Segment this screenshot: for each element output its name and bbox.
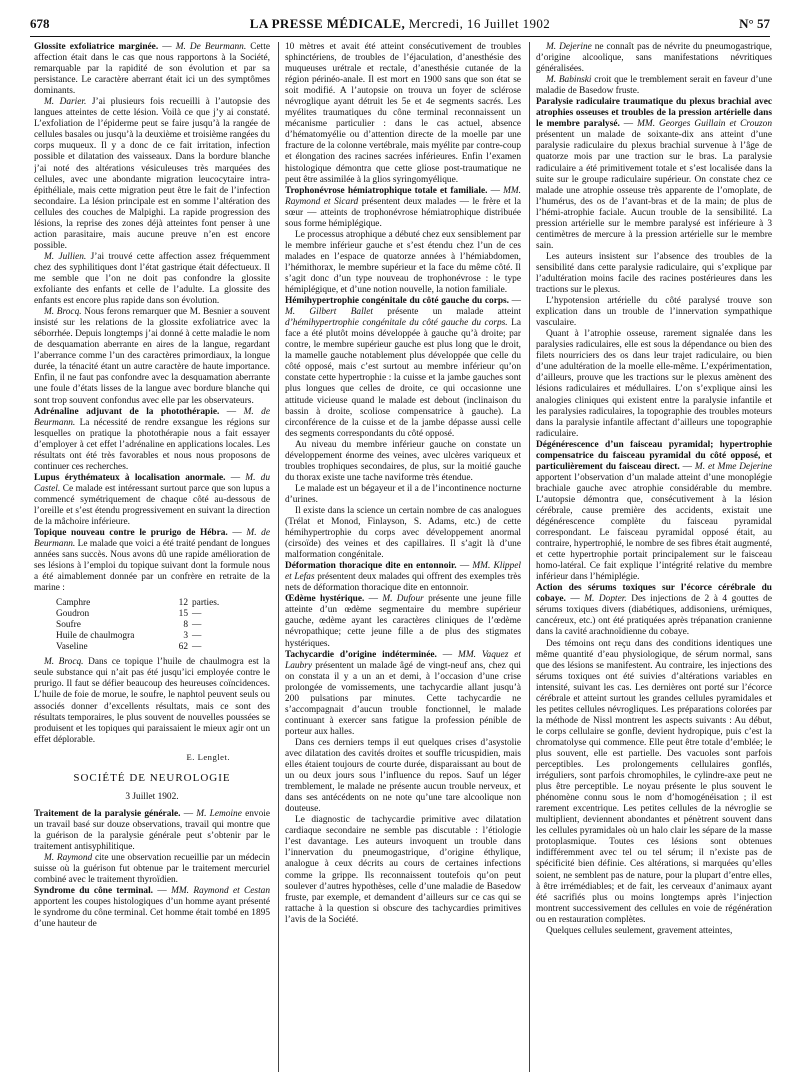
paragraph-italic: d’hémihypertrophie congénitale du côté gauche du corps. — [285, 318, 508, 329]
paragraph-text: J’ai plusieurs fois recueilli à l’autopsie des langues atteintes de cette lésion. Voilà ce que j’y ai constaté. L’exfoliation de l’épiderme peut se faire jusqu’à la rangée de cellules basales ou jusqu’à la deuxième et troisième rangées du corps muqueux. Il y a donc de ce fait irritation, infection possible et dilatation des vaisseaux. Dans la bordure blanche j’ai noté des altérations vésiculeuses très marquées des cellules, avec une abondante migration leucocytaire intra-épithéliale, mais cette migration peut être le fait de l’infection secondaire. La lésion principale est en somme l’altération des cellules des couches de Malpighi. La rapide progression des lésions, la reprise des zones déjà atteintes font penser à une action parasitaire, mais aucune preuve n’en est encore possible. — [34, 97, 270, 251]
article-title: Syndrome du cône terminal. — [34, 886, 154, 897]
author: M. Gilbert Ballet — [285, 307, 374, 318]
issue-date: Mercredi, 16 Juillet 1902 — [408, 16, 551, 31]
paragraph-text: apportent les coupes histologiques d’un homme ayant présenté le syndrome du cône terminal. Cet homme était tombé en 1895 d’une hauteur de — [34, 897, 270, 930]
author: M. Babinski — [546, 75, 592, 86]
article-paragraph — [536, 75, 772, 97]
paragraph-text: présentent deux malades — le frère et la sœur — atteints de trophonévrose hémiatrophique distribuée sous forme hémiplégique. — [285, 196, 521, 229]
paragraph-text: croit que le tremblement serait en faveur d’une maladie de Basedow fruste. — [536, 75, 772, 97]
column-rule — [278, 42, 279, 1072]
article-paragraph: Dans ces derniers temps il eut quelques crises d’asystolie avec dilatation des cavités droites et souffle tricuspidien, mais elles étaient toujours de courte durée, disparaissant au bout de un ou deux jours sous l’influence du repos. Sauf un léger tremblement, le malade ne présente aucun trouble nerveux, et dans ses antécédents on ne note qu’une tare alcoolique non douteuse. — [285, 737, 521, 815]
article-title: Dégénérescence d’un faisceau pyramidal; hypertrophie compensatrice du faisceau pyramidal du côté opposé, et particulièrement du faisceau direct. — [536, 439, 772, 472]
author: MM. Raymond et Sicard — [285, 185, 521, 207]
article-title: Trophonévrose hémiatrophique totale et familiale. — [285, 185, 488, 196]
running-title — [30, 16, 770, 32]
unit: — — [192, 620, 202, 631]
article-title: Lupus érythémateux à localisation anormale. — [34, 472, 226, 483]
unit: — — [192, 609, 202, 620]
quantity: 15 — [178, 609, 188, 620]
article-paragraph: Quelques cellules seulement, gravement atteintes, — [546, 925, 733, 936]
paragraph-text: ne connaît pas de névrite du pneumogastrique, d’origine alcoolique, sans manifestations névritiques généralisées. — [536, 42, 772, 75]
article-title: Tachycardie d’origine indéterminée. — [285, 649, 437, 660]
paragraph-text: Le malade que voici a été traité pendant de longues années sans succès. Nous avons dû une rapide amélioration de ses lésions à l’emploi du topique suivant dont la formule nous a été aimablement donnée par un confrère en retraite de la marine : — [34, 539, 270, 594]
unit: — — [192, 642, 202, 653]
paragraph-text: présente un malade atteint — [373, 307, 521, 318]
paragraph-text: Ce malade est intéressant surtout parce que son lupus a commencé symétriquement de chaque côté au-dessous de l’oreille et s’est étendu progressivement en suivant la direction de la mâchoire inférieure. — [34, 483, 270, 528]
author: M. Dopter. — [584, 594, 627, 605]
unit: — — [192, 631, 202, 642]
page-number: 678 — [30, 16, 50, 31]
article-paragraph — [34, 252, 270, 307]
section-date: 3 Juillet 1902. — [125, 791, 179, 802]
paragraph-text: présente une jeune fille atteinte d’un œdème segmentaire du membre supérieur gauche, œdème ayant les caractères cliniques de l’œdème névropathique; cette jeune fille a de plus des stigmates hystériques. — [285, 594, 521, 649]
quantity: 12 — [178, 598, 188, 609]
issue-number: N° 57 — [739, 16, 770, 31]
article-paragraph: 10 mètres et avait été atteint consécutivement de troubles sphinctériens, de troubles de l’éjaculation, d’anesthésie des muqueuses urétrale et rectale, d’anesthésie cutanée de la région périnéo-anale. Il est mort en 1900 sans que son état se soit modifié. A l’autopsie on trouva un foyer de sclérose névroglique ayant détruit les 5e et 4e segments sacrés. Les myélites traumatiques du cône terminal reconnaissent un mécanisme particulier : dans le cas actuel, absence d’hématomyélie ou d’attention directe de la moelle par une fracture de la colonne vertébrale, mais myélite par contre-coup et élongation des racines sacrées inférieures. Enfin l’examen histologique démontra que cette gliose post-traumatique ne peut être assimilée à la glios syringomyélique. — [285, 42, 521, 185]
signature: E. Lenglet. — [186, 751, 230, 762]
author: M. Jullien. — [44, 251, 87, 262]
author: MM. Raymond et Cestan — [171, 886, 270, 897]
paragraph-text: présentent un malade de soixante-dix ans atteint d’une paralysie radiculaire du plexus brachial survenue à l’âge de quatorze mois par une traction sur le bras. La paralysie radiculaire a été primitivement totale et s’est localisée dans la suite sur le groupe radiculaire supérieur. On constate chez ce malade une atrophie osseuse très apparente de l’omoplate, de l’humérus, des os de l’avant-bras et de la main; de plus de l’hémi-atrophie faciale. Aucun trouble de la sensibilité. La pression artérielle sur le membre paralysé est inférieure à 3 centimètres de mercure à la pression artérielle sur le membre sain. — [536, 130, 772, 251]
author: M. Raymond — [44, 853, 93, 864]
article-paragraph: Quant à l’atrophie osseuse, rarement signalée dans les paralysies radiculaires, elle est sous la dépendance ou bien des filets nourriciers des os dans leur trajet radiculaire, ou bien d’une adultération de la moelle elle-même. L’expérimentation, d’ailleurs, prouve que les tractions sur le plexus amènent des lésions radiculaires et médullaires. L’on s’explique ainsi les analogies cliniques qui existent entre la paralysie infantile et les paralysies radiculaires, la topographie des troubles moteurs dans la paralysie infantile affectant d’ailleurs une topographie radiculaire. — [536, 329, 772, 439]
author: MM. Klippel et Lefas — [285, 561, 521, 583]
paragraph-text: Des injections de 2 à 4 gouttes de sérums toxiques divers (diabétiques, addisoniens, urémiques, cancéreux, etc.) ont été pratiquées après trépanation cranienne dans la cavité arachnoïdienne du cobaye. — [536, 594, 772, 638]
article-paragraph — [536, 42, 772, 75]
paragraph-text: La nécessité de rendre exsangue les régions sur lesquelles on pratique la photothérapie nous a fait essayer d’employer à cet effet l’adrénaline en applications locales. Les résultats ont été très favorables et nous nous proposons de continuer ces recherches. — [34, 417, 270, 472]
article-title: Paralysie radiculaire traumatique du plexus brachial avec atrophies osseuses et troubles de la pression artérielle dans le membre paralysé. — [536, 97, 772, 130]
quantity: 8 — [183, 620, 188, 631]
author: M. De Beurmann. — [175, 42, 247, 52]
article-paragraph: L’hypotension artérielle du côté paralysé trouve son explication dans un trouble de l’innervation sympathique vasculaire. — [536, 296, 772, 329]
paragraph-text: La face a été plutôt moins développée à gauche qu’à droite; par contre, le membre supérieur gauche est plus long que le droit, la mamelle gauche notablement plus développée que celle du côté opposé, mais c’est surtout au membre inférieur qu’on constate cette hypertrophie : la cuisse et la jambe gauches sont plus longues que celles de droite, ce qui occasionne une attitude vicieuse quand le malade est debout (inclinaison du bassin à droite, scoliose compensatrice à gauche). La circonférence de la cuisse et de la jambe dépasse aussi celle des segments correspondants du côté opposé. — [285, 318, 521, 439]
unit: parties. — [192, 598, 220, 609]
paragraph-text: envoie un travail basé sur douze observations, travail qui montre que la guérison de la paralysie générale peut s’obtenir par le traitement antisyphilitique. — [34, 808, 270, 852]
author: M. Lemoine — [196, 808, 242, 819]
column-1: Glossite exfoliatrice marginée. — M. De Beurmann. Cette affection était dans le cas que nous rapportons à la Société, remarquable par la rapidité de son évolution et par sa persistance. Le caractère aberrant était ici un des symptômes dominants. M. Darier. J’ai plusieurs fois recueilli à l’autopsie des langues atteintes de cette lésion. Voilà ce que j’y ai constaté. L’exfoliation de l’épiderme peut se faire jusqu’à la rangée de cellules basales ou jusqu’à la deuxième et troisième rangées du corps muqueux. Il y a donc de ce fait irritation, infection possible et dilatation des vaisseaux. Dans la bordure blanche j’ai noté des altérations vésiculeuses très marquées des cellules, avec une abondante migration leucocytaire intra-épithéliale, mais cette migration peut être le fait de l’infection secondaire. La lésion principale est en somme l’altération des cellules des couches de Malpighi. La rapide progression des lésions, la reprise des zones déjà atteintes font penser à une action parasitaire, mais aucune preuve n’en est encore possible. M. Jullien. J’ai trouvé cette affection assez fréquemment chez des syphilitiques dont l’état gastrique était défectueux. Il me semble que l’on ne doit pas confondre la glossite exfoliante des enfants et celle de l’adulte. La glossite des enfants est encore plus rapide dans son évolution. M. Brocq. Nous ferons remarquer que M. Besnier a souvent insisté sur les relations de la glossite exfoliatrice avec la séborrhée. Depuis longtemps j’ai donné à cette maladie le nom de desquamation aberrante en aires de la langue, regardant l’aberrance comme l’un des caractères primordiaux, la longue durée, la ténacité étant un autre caractère de haute importance. Enfin, il ne faut pas confondre avec la desquamation aberrante une foule d’états lisses de la langue avec bordure blanche qui sont trop souvent confondus avec elle par les observateurs. Adrénaline adjuvant de la photothérapie. — M. de Beurmann. La nécessité de rendre exsangue les régions sur lesquelles on pratique la photothérapie nous a fait essayer d’employer à cet effet l’adrénaline en applications locales. Les résultats ont été très favorables et nous nous proposons de continuer ces recherches. Lupus érythémateux à localisation anormale. — M. du Castel. Ce malade est intéressant surtout parce que son lupus a commencé symétriquement de chaque côté au-dessous de l’oreille et s’est étendu progressivement en suivant la direction de la mâchoire inférieure. Topique nouveau contre le prurigo de Hébra. — M. de Beurmann. Le malade que voici a été traité pendant de longues années sans succès. Nous avons dû une rapide amélioration de ses lésions à l’emploi du topique suivant dont la formule nous a été aimablement donnée par un confrère en retraite de la marine : Camphre 12 parties. Goudron 15 — Soufre 8 — Huile de chaulmogra 3 — Vaseline 62 — M. Brocq. Dans ce topique l’huile de chaulmogra est la seule substance qui n’ait pas été jusqu’ici employée contre le prurigo. Il faut se défier beaucoup des heureuses coïncidences. L’huile de foie de morue, le soufre, le naphtol peuvent seuls ou associés donner d’excellents résultats, mais ce sont des résultats temporaires, le plus souvent de nouvelles poussées se produisent et les topiques qui paraissaient le mieux agir ont un effet déplorable. E. Lenglet. SOCIÉTÉ DE NEUROLOGIE 3 Juillet 1902. Traitement de la paralysie générale. — M. Lemoine envoie un travail basé sur douze observations, travail qui montre que la guérison de la paralysie générale peut s’obtenir par le traitement antisyphilitique. M. Raymond cite une observation recueillie par un médecin suisse où la guérison fut obtenue par le traitement mercuriel combiné avec le traitement thyroïdien. Syndrome du cône terminal. — MM. Raymond et Cestan apportent les coupes histologiques d’un homme ayant présenté le syndrome du cône terminal. Cet homme était tombé en 1895 d’une hauteur de — [34, 42, 270, 930]
ingredient: Goudron — [56, 609, 90, 620]
article-paragraph: Il existe dans la science un certain nombre de cas analogues (Trélat et Monod, Finlayson, S. Adams, etc.) de cette hémihypertrophie du corps avec développement anormal (cirsoïde) des veines et des capillaires. Il s’agit là d’une malformation congénitale. — [285, 505, 521, 561]
article-title: Déformation thoracique dite en entonnoir. — [285, 561, 457, 572]
quantity: 3 — [183, 631, 188, 642]
paragraph-text: Nous ferons remarquer que M. Besnier a souvent insisté sur les relations de la glossite exfoliatrice avec la séborrhée. Depuis longtemps j’ai donné à cette maladie le nom de desquamation aberrante en aires de la langue, regardant l’aberrance comme l’un des caractères primordiaux, la longue durée, la ténacité étant un autre caractère de haute importance. Enfin, il ne faut pas confondre avec la desquamation aberrante une foule d’états lisses de la langue avec bordure blanche qui sont trop souvent confondus avec elle par les observateurs. — [34, 307, 270, 406]
author: M. du Castel. — [34, 472, 270, 494]
article-title: Traitement de la paralysie générale. — [34, 808, 181, 819]
author: M. et Mme Dejerine — [694, 461, 772, 472]
article-title: Adrénaline adjuvant de la photothérapie. — [34, 406, 220, 417]
journal-title: LA PRESSE MÉDICALE, — [249, 16, 406, 31]
article-paragraph: Des témoins ont reçu dans des conditions identiques une même quantité d’eau physiologique, de sérum normal, sans que des lésions se manifestent. Au contraire, les injections des sérums toxiques ont été suivies d’altérations variables en intensité, suivant les cas. Les dernières ont porté sur l’écorce cérébrale et atteint surtout les grandes cellules pyramidales et les petites cellules névrogliques. Les préparations colorées par la méthode de Nissl montrent les aspects suivants : Au début, le corps cellulaire se gonfle, devient hydropique, puis c’est la chromatolyse qui commence. Elle peut être totale d’emblée; le plus souvent, elle est partielle. Des vacuoles sont parfois perceptibles. Les prolongements cellulaires gonflés, irréguliers, sont parfois chromophiles, le cylindre-axe peut ne plus être perceptible. Le noyau présente le plus souvent le phénomène connu sous le nom d’homogénéisation ; il est rarement excentrique. Les petites cellules de la névroglie se multiplient, deviennent abondantes et pénètrent souvent dans les cellules pyramidales où un halo clair les sépare de la masse protoplasmique. Toutes ces lésions sont obtenues indifféremment avec tel ou tel sérum; il n’existe pas de spécificité bien définie. Ces altérations, si marquées qu’elles soient, ne semblent pas de nature, pour la plupart d’entre elles, à être irrémédiables; et de fait, les cerveaux d’animaux ayant été sacrifiés plus ou moins longtemps après l’injection montrent successivement des cellules en voie de régénération ou en restauration complètes. — [536, 638, 772, 925]
author: M. Brocq. — [44, 307, 82, 318]
formula-row — [56, 642, 219, 653]
section-title: SOCIÉTÉ DE NEUROLOGIE — [73, 771, 231, 784]
ingredient: Soufre — [56, 620, 81, 631]
author: M. Dejerine — [546, 42, 592, 52]
article-paragraph: Les auteurs insistent sur l’absence des troubles de la sensibilité dans cette paralysie radiculaire, qui s’explique par l’adultération moins facile des racines postérieures dans les tractions sur le plexus. — [536, 251, 772, 296]
formula-row — [56, 598, 219, 609]
article-paragraph — [34, 307, 270, 406]
author: MM. Georges Guillain et Crouzon — [637, 119, 772, 130]
formula-row — [56, 609, 219, 620]
paragraph-text: J’ai trouvé cette affection assez fréquemment chez des syphilitiques dont l’état gastrique était défectueux. Il me semble que l’on ne doit pas confondre la glossite exfoliante des enfants et celle de l’adulte. La glossite des enfants est encore plus rapide dans son évolution. — [34, 251, 270, 307]
ingredient: Huile de chaulmogra — [56, 631, 135, 642]
author: M. de Beurmann. — [34, 406, 270, 428]
formula-row — [56, 631, 219, 642]
column-2: 10 mètres et avait été atteint consécutivement de troubles sphinctériens, de troubles de l’éjaculation, d’anesthésie des muqueuses urétrale et rectale, d’anesthésie cutanée de la région périnéo-anale. Il est mort en 1900 sans que son état se soit modifié. A l’autopsie on trouva un foyer de sclérose névroglique ayant détruit les 5e et 4e segments sacrés. Les myélites traumatiques du cône terminal reconnaissent un mécanisme particulier : dans le cas actuel, absence d’hématomyélie ou d’attention directe de la moelle par une fracture de la colonne vertébrale, mais myélite par contre-coup et élongation des racines sacrées inférieures. Enfin l’examen histologique démontra que cette gliose post-traumatique ne peut être assimilée à la glios syringomyélique. Trophonévrose hémiatrophique totale et familiale. — MM. Raymond et Sicard présentent deux malades — le frère et la sœur — atteints de trophonévrose hémiatrophique distribuée sous forme hémiplégique. Le processus atrophique a débuté chez eux sensiblement par le membre inférieur gauche et s’est étendu chez l’un de ces malades en l’espace de quatorze années à l’hémiabdomen, l’hémithorax, le membre supérieur et la face du même côté. Il s’agit donc d’un type nouveau de trophonévrose : le type hémiplégique, et d’une notion nouvelle, la notion familiale. Hémihypertrophie congénitale du côté gauche du corps. — M. Gilbert Ballet présente un malade atteint d’hémihypertrophie congénitale du côté gauche du corps. La face a été plutôt moins développée à gauche qu’à droite; par contre, le membre supérieur gauche est plus long que le droit, la mamelle gauche notablement plus développée que celle du côté opposé, mais c’est surtout au membre inférieur qu’on constate cette hypertrophie : la cuisse et la jambe gauches sont plus longues que celles de droite, ce qui occasionne une attitude vicieuse quand le malade est debout (inclinaison du bassin à droite, scoliose compensatrice à gauche). La circonférence de la cuisse et de la jambe dépasse aussi celle des segments correspondants du côté opposé. Au niveau du membre inférieur gauche on constate un développement énorme des veines, avec ulcères variqueux et troubles trophiques secondaires, de plus, sur la moitié gauche du thorax existe une tache naviforme très étendue. Le malade est un bégayeur et il a de l’incontinence nocturne d’urines. Il existe dans la science un certain nombre de cas analogues (Trélat et Monod, Finlayson, S. Adams, etc.) de cette hémihypertrophie du corps avec développement anormal (cirsoïde) des veines et des capillaires. Il s’agit là d’une malformation congénitale. Déformation thoracique dite en entonnoir. — MM. Klippel et Lefas présentent deux malades qui offrent des exemples très nets de déformation thoracique dite en entonnoir. Œdème hystérique. — M. Dufour présente une jeune fille atteinte d’un œdème segmentaire du membre supérieur gauche, œdème ayant les caractères cliniques de l’œdème névropathique; cette jeune fille a de plus des stigmates hystériques. Tachycardie d’origine indéterminée. — MM. Vaquez et Laubry présentent un malade âgé de vingt-neuf ans, chez qui on constata il y a un an et demi, à l’occasion d’une crise prolongée de vomissements, une tachycardie allant jusqu’à 200 pulsations par minutes. Cette tachycardie ne s’accompagnait d’aucun trouble fonctionnel, le malade continuant à exercer sans fatigue la profession pénible de porteur aux halles. Dans ces derniers temps il eut quelques crises d’asystolie avec dilatation des cavités droites et souffle tricuspidien, mais elles étaient toujours de courte durée, disparaissant au bout de un ou deux jours sous l’influence du repos. Sauf un léger tremblement, le malade ne présente aucun trouble nerveux, et dans ses antécédents on ne note qu’une tare alcoolique non douteuse. Le diagnostic de tachycardie primitive avec dilatation cardiaque secondaire ne semble pas discutable : l’étiologie l’est davantage. Les auteurs invoquent un trouble dans l’innervation du pneumogastrique, d’origine éthylique, analogue à ceux décrits au cours de certaines infections comme la grippe. Ils reconnaissent toutefois qu’on peut soulever d’autres hypothèses, celle d’une maladie de Basedow fruste, par exemple, et demandent d’ailleurs sur ce cas qui se rattache à la question si obscure des tachycardies primitives l’avis de la Société. — [285, 42, 521, 925]
formula-row — [56, 620, 219, 631]
paragraph-text: Dans ce topique l’huile de chaulmogra est la seule substance qui n’ait pas été jusqu’ici employée contre le prurigo. Il faut se défier beaucoup des heureuses coïncidences. L’huile de foie de morue, le soufre, le naphtol peuvent seuls ou associés donner d’excellents résultats, mais ce sont des résultats temporaires, le plus souvent de nouvelles poussées se produisent et les topiques qui paraissaient le mieux agir ont un effet déplorable. — [34, 657, 270, 745]
article-title: Topique nouveau contre le prurigo de Hébra. — [34, 528, 228, 539]
article-paragraph: Au niveau du membre inférieur gauche on constate un développement énorme des veines, avec ulcères variqueux et troubles trophiques secondaires, de plus, sur la moitié gauche du thorax existe une tache naviforme très étendue. — [285, 439, 521, 483]
page-header — [30, 14, 770, 37]
article-title: Glossite exfoliatrice marginée. — [34, 42, 159, 52]
paragraph-text: cite une observation recueillie par un médecin suisse où la guérison fut obtenue par le traitement mercuriel combiné avec le traitement thyroïdien. — [34, 853, 270, 886]
paragraph-text: présentent un malade âgé de vingt-neuf ans, chez qui on constata il y a un an et demi, à l’occasion d’une crise prolongée de vomissements, une tachycardie allant jusqu’à 200 pulsations par minutes. Cette tachycardie ne s’accompagnait d’aucun trouble fonctionnel, le malade continuant à exercer sans fatigue la profession pénible de porteur aux halles. — [285, 660, 521, 737]
article-title: Hémihypertrophie congénitale du côté gauche du corps. — [285, 296, 510, 307]
article-title: Action des sérums toxiques sur l’écorce cérébrale du cobaye. — [536, 583, 772, 605]
ingredient: Vaseline — [56, 642, 88, 653]
ingredient: Camphre — [56, 598, 91, 609]
column-rule — [529, 42, 530, 1072]
author: M. Darier. — [44, 97, 87, 108]
article-paragraph — [34, 97, 270, 252]
column-3: M. Dejerine ne connaît pas de névrite du pneumogastrique, d’origine alcoolique, sans manifestations névritiques généralisées. M. Babinski croit que le tremblement serait en faveur d’une maladie de Basedow fruste. Paralysie radiculaire traumatique du plexus brachial avec atrophies osseuses et troubles de la pression artérielle dans le membre paralysé. — MM. Georges Guillain et Crouzon présentent un malade de soixante-dix ans atteint d’une paralysie radiculaire du plexus brachial survenue à l’âge de quatorze mois par une traction sur le bras. La paralysie radiculaire a été primitivement totale et s’est localisée dans la suite sur le groupe radiculaire supérieur. On constate chez ce malade une atrophie osseuse très apparente de l’omoplate, de l’humérus, des os de l’avant-bras et de la main; de plus de l’hémi-atrophie faciale. Aucun trouble de la sensibilité. La pression artérielle sur le membre paralysé est inférieure à 3 centimètres de mercure à la pression artérielle sur le membre sain. Les auteurs insistent sur l’absence des troubles de la sensibilité dans cette paralysie radiculaire, qui s’explique par l’adultération moins facile des racines postérieures dans les tractions sur le plexus. L’hypotension artérielle du côté paralysé trouve son explication dans un trouble de l’innervation sympathique vasculaire. Quant à l’atrophie osseuse, rarement signalée dans les paralysies radiculaires, elle est sous la dépendance ou bien des filets nourriciers des os dans leur trajet radiculaire, ou bien d’une adultération de la moelle elle-même. L’expérimentation, d’ailleurs, prouve que les tractions sur le plexus amènent des lésions radiculaires et médullaires. L’on s’explique ainsi les analogies cliniques qui existent entre la paralysie infantile et les paralysies radiculaires, la topographie des troubles moteurs dans la paralysie infantile affectant d’ailleurs une topographie radiculaire. Dégénérescence d’un faisceau pyramidal; hypertrophie compensatrice du faisceau pyramidal du côté opposé, et particulièrement du faisceau direct. — M. et Mme Dejerine apportent l’observation d’un malade atteint d’une monoplégie brachiale gauche avec atrophie considérable du membre. L’autopsie démontra que, consécutivement à la lésion cérébrale, cause première des accidents, existait une dégénérescence complète du faisceau pyramidal correspondant. Le faisceau pyramidal opposé était, au contraire, hypertrophié, le nombre de ses fibres était augmenté, et cette hypertrophie portait principalement sur le faisceau homo-latéral. Ce fait explique l’intégrité relative du membre inférieur dans l’hémiplégie. Action des sérums toxiques sur l’écorce cérébrale du cobaye. — M. Dopter. Des injections de 2 à 4 gouttes de sérums toxiques divers (diabétiques, addisoniens, urémiques, cancéreux, etc.) ont été pratiquées après trépanation cranienne dans la cavité arachnoïdienne du cobaye. Des témoins ont reçu dans des conditions identiques une même quantité d’eau physiologique, de sérum normal, sans que des lésions se manifestent. Au contraire, les injections des sérums toxiques ont été suivies d’altérations variables en intensité, suivant les cas. Les dernières ont porté sur l’écorce cérébrale et atteint surtout les grandes cellules pyramidales et les petites cellules névrogliques. Les préparations colorées par la méthode de Nissl montrent les aspects suivants : Au début, le corps cellulaire se gonfle, devient hydropique, puis c’est la chromatolyse qui commence. Elle peut être totale d’emblée; le plus souvent, elle est partielle. Des vacuoles sont parfois perceptibles. Les prolongements cellulaires gonflés, irréguliers, sont parfois chromophiles, le cylindre-axe peut ne plus être perceptible. Le noyau présente le plus souvent le phénomène connu sous le nom d’homogénéisation ; il est rarement excentrique. Les petites cellules de la névroglie se multiplient, deviennent abondantes et pénètrent souvent dans les cellules pyramidales où un halo clair les sépare de la masse protoplasmique. Toutes ces lésions sont obtenues indifféremment avec tel ou tel sérum; il n’existe pas de spécificité bien définie. Ces altérations, si marquées qu’elles soient, ne semblent pas de nature, pour la plupart d’entre elles, à être irrémédiables; et de fait, les cerveaux d’animaux ayant été sacrifiés plus ou moins longtemps après l’injection montrent successivement des cellules en voie de régénération ou en restauration complètes. Quelques cellules seulement, gravement atteintes, — [536, 42, 772, 936]
article-title: Œdème hystérique. — [285, 594, 365, 605]
article-paragraph: Le malade est un bégayeur et il a de l’incontinence nocturne d’urines. — [285, 483, 521, 505]
author: M. Dufour — [382, 594, 424, 605]
author: M. Brocq. — [44, 657, 84, 668]
author: MM. Vaquez et Laubry — [285, 649, 521, 671]
article-paragraph: Le diagnostic de tachycardie primitive avec dilatation cardiaque secondaire ne semble pas discutable : l’étiologie l’est davantage. Les auteurs invoquent un trouble dans l’innervation du pneumogastrique, d’origine éthylique, analogue à ceux décrits au cours de certaines infections comme la grippe. Ils reconnaissent toutefois qu’on peut soulever d’autres hypothèses, celle d’une maladie de Basedow fruste, par exemple, et demandent d’ailleurs sur ce cas qui se rattache à la question si obscure des tachycardies primitives l’avis de la Société. — [285, 815, 521, 925]
paragraph-text: apportent l’observation d’un malade atteint d’une monoplégie brachiale gauche avec atrophie considérable du membre. L’autopsie démontra que, consécutivement à la lésion cérébrale, cause première des accidents, existait une dégénérescence complète du faisceau pyramidal correspondant. Le faisceau pyramidal opposé était, au contraire, hypertrophié, le nombre de ses fibres était augmenté, et cette hypertrophie portait principalement sur le faisceau homo-latéral. Ce fait explique l’intégrité relative du membre inférieur dans l’hémiplégie. — [536, 472, 772, 583]
quantity: 62 — [178, 642, 188, 653]
paragraph-text: présentent deux malades qui offrent des exemples très nets de déformation thoracique dite en entonnoir. — [285, 572, 521, 594]
author: M. de Beurmann. — [34, 528, 270, 550]
formula-table — [56, 598, 219, 653]
paragraph-text: Cette affection était dans le cas que nous rapportons à la Société, remarquable par la rapidité de son évolution et par sa persistance. Le caractère aberrant était ici un des symptômes dominants. — [34, 42, 270, 97]
article-paragraph — [34, 853, 270, 886]
article-paragraph — [34, 657, 270, 745]
article-paragraph: Le processus atrophique a débuté chez eux sensiblement par le membre inférieur gauche et s’est étendu chez l’un de ces malades en l’espace de quatorze années à l’hémiabdomen, l’hémithorax, le membre supérieur et la face du même côté. Il s’agit donc d’un type nouveau de trophonévrose : le type hémiplégique, et d’une notion nouvelle, la notion familiale. — [285, 229, 521, 296]
